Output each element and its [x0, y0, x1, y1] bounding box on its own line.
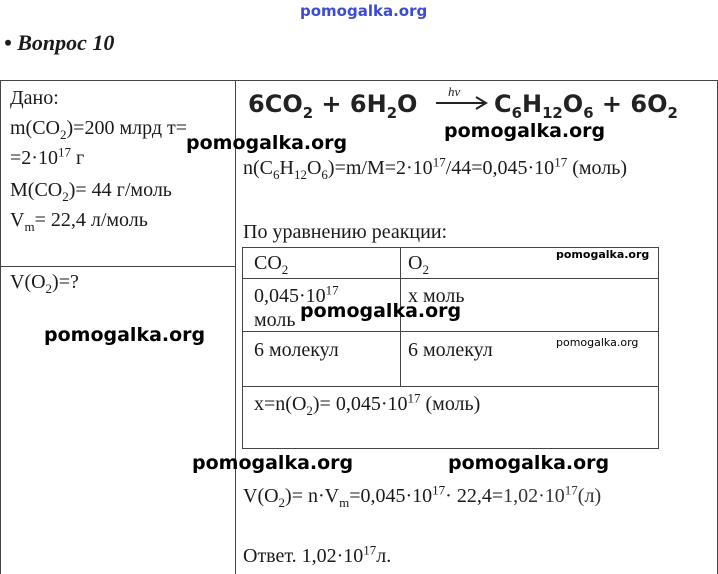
reaction-arrow: [434, 86, 490, 116]
watermark: pomogalka.org: [444, 120, 606, 142]
volume-calculation: $V(O_2)= n\cdot V_m=0,045\cdot 10^{17}\cdot 22,4=1,02\cdot 10^{17}(л)$: [243, 482, 602, 510]
given-mass: $m(CO_2)=200$ млрд т=: [10, 117, 188, 142]
light-condition: hν: [448, 84, 461, 99]
inner-table-row2: [242, 331, 659, 332]
given-molar-volume: $V_m= 22,4$ л/моль: [10, 209, 148, 234]
table-header-co2: $CO_2$: [254, 252, 289, 277]
watermark-top: pomogalka.org: [300, 2, 428, 20]
moles-glucose: $n(C_6H_{12}O_6)=m/M=2\cdot 10^{17}/44=0,045\cdot 10^{17}$ (моль): [243, 154, 628, 182]
table-o2-molecules: 6 молекул: [408, 339, 493, 361]
find-volume: $V(O_2)=$?: [10, 271, 79, 296]
given-molar-mass: $M(CO_2)= 44$ г/моль: [10, 179, 172, 204]
reaction-products: $C_6H_{12}O_6 + 6O_2$: [494, 90, 678, 122]
table-o2-moles: x моль: [408, 285, 465, 307]
watermark: pomogalka.org: [186, 132, 348, 154]
table-x-result: $x=n(O_2)= 0,045\cdot 10^{17}$ (моль): [254, 390, 481, 418]
question-title: • Вопрос 10: [4, 30, 115, 55]
answer: Ответ. $1,02\cdot 10^{17}л$.: [243, 542, 392, 567]
watermark: pomogalka.org: [300, 300, 462, 322]
inner-table-row1: [242, 278, 659, 279]
reaction-equation: $6CO_2 + 6H_2O$: [248, 90, 418, 122]
watermark: pomogalka.org: [556, 336, 639, 349]
table-header-o2: $O_2$: [408, 252, 429, 277]
table-co2-moles: $0,045\cdot 10^{17}$: [254, 282, 339, 307]
inner-table-right: [658, 247, 659, 448]
inner-table-left: [242, 247, 243, 448]
given-label: Дано:: [10, 87, 59, 109]
inner-table-row3: [242, 386, 659, 387]
watermark: pomogalka.org: [556, 248, 650, 261]
watermark: pomogalka.org: [192, 452, 354, 474]
table-co2-moles-unit: моль: [254, 309, 296, 331]
inner-table-bottom: [242, 448, 659, 449]
given-mass-value: $=2\cdot 10^{17}$ г: [10, 144, 85, 169]
table-co2-molecules: 6 молекул: [254, 339, 339, 361]
watermark: pomogalka.org: [44, 324, 206, 346]
watermark: pomogalka.org: [448, 452, 610, 474]
arrow-icon: [434, 86, 490, 116]
by-equation-label: По уравнению реакции:: [243, 221, 448, 243]
given-find-divider: [0, 266, 235, 267]
table-left-border: [0, 80, 1, 574]
table-top-border: [0, 80, 718, 81]
table-divider: [235, 80, 236, 574]
